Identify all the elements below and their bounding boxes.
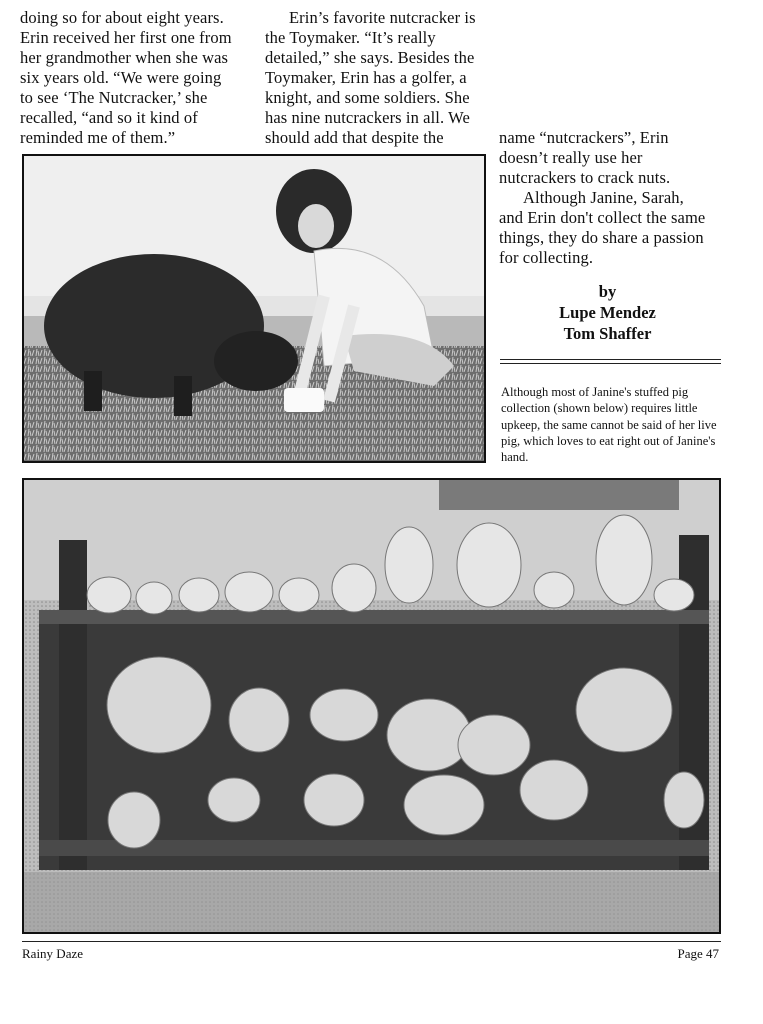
byline: [500, 281, 715, 344]
col3-line: Although Janine, Sarah,: [523, 188, 684, 207]
col1-line: doing so for about eight years.: [20, 8, 224, 27]
col2-line: detailed,” she says. Besides the: [265, 48, 475, 67]
col3-line: nutcrackers to crack nuts.: [499, 168, 671, 187]
col2-line: knight, and some soldiers. She: [265, 88, 470, 107]
col3-line: name “nutcrackers”, Erin: [499, 128, 669, 147]
footer-rule: [22, 941, 721, 942]
byline-author: Tom Shaffer: [563, 324, 652, 343]
byline-author: Lupe Mendez: [559, 303, 656, 322]
col1-line: her grandmother when she was: [20, 48, 229, 67]
article-column-3: [499, 128, 725, 268]
col2-line: Erin’s favorite nutcracker is: [289, 8, 476, 27]
stuffed-pig-collection-photo: [22, 478, 721, 934]
pig-feeding-photo: [22, 154, 486, 463]
photo-caption: Although most of Janine's stuffed pig collection (shown below) requires little upkeep, the same cannot be said of her live pig, which loves to eat right out of Janine's hand.: [501, 385, 717, 465]
col3-line: and Erin don't collect the same: [499, 208, 706, 227]
byline-by: by: [598, 282, 617, 301]
col1-line: six years old. “We were going: [20, 68, 222, 87]
col3-line: things, they do share a passion: [499, 228, 704, 247]
col1-line: recalled, “and so it kind of: [20, 108, 198, 127]
article-column-2: [265, 8, 491, 148]
col1-line: to see ‘The Nutcracker,’ she: [20, 88, 208, 107]
col2-line: the Toymaker. “It’s really: [265, 28, 436, 47]
col3-line: for collecting.: [499, 248, 594, 267]
page-number: Page 47: [677, 946, 719, 961]
col1-line: Erin received her first one from: [20, 28, 232, 47]
article-column-1: [20, 8, 256, 148]
col2-line: Toymaker, Erin has a golfer, a: [265, 68, 467, 87]
col3-line: doesn’t really use her: [499, 148, 643, 167]
col1-line: reminded me of them.”: [20, 128, 176, 147]
divider-rule: [500, 359, 721, 360]
divider-rule: [500, 363, 721, 364]
col2-line: has nine nutcrackers in all. We: [265, 108, 470, 127]
publication-name: Rainy Daze: [22, 946, 84, 961]
col2-line: should add that despite the: [265, 128, 444, 147]
